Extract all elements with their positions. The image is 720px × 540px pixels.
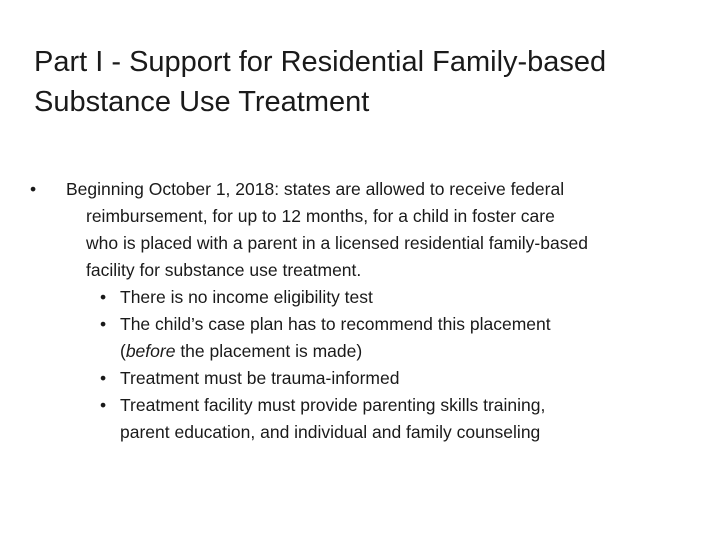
sub-bullet-item — [30, 311, 670, 365]
main-bullet-line-3: who is placed with a parent in a licensed residential family-based — [86, 233, 588, 253]
sub-bullet-item — [30, 365, 670, 392]
main-bullet-line-4: facility for substance use treatment. — [86, 260, 362, 280]
sub-bullet-item — [30, 392, 670, 446]
slide-body — [30, 176, 670, 446]
sub-bullet-line-2: parent education, and individual and family counseling — [120, 422, 541, 442]
sub-bullet-item — [30, 284, 670, 311]
main-bullet-line-1: Beginning October 1, 2018: states are allowed to receive federal — [66, 179, 565, 199]
bullet-dot-icon: • — [100, 314, 107, 334]
slide-title-line-2: Substance Use Treatment — [34, 86, 370, 118]
sub-bullet-line: There is no income eligibility test — [120, 287, 373, 307]
sub-bullet-list — [30, 284, 670, 446]
bullet-dot-icon: • — [100, 287, 107, 307]
italic-emphasis: before — [125, 341, 176, 361]
sub-bullet-line-2 — [120, 338, 670, 365]
main-bullet — [30, 176, 670, 284]
sub-bullet-line: Treatment must be trauma-informed — [120, 368, 400, 388]
sub-bullet-line-suffix: the placement is made) — [175, 341, 363, 361]
sub-bullet-line: The child’s case plan has to recommend this placement — [120, 314, 551, 334]
bullet-dot-icon: • — [30, 179, 37, 199]
paren-open: ( — [120, 341, 126, 361]
bullet-dot-icon: • — [100, 368, 107, 388]
slide-title-line-1: Part I - Support for Residential Family-based — [34, 46, 607, 78]
slide-title — [34, 42, 694, 122]
main-bullet-line-2: reimbursement, for up to 12 months, for a child in foster care — [86, 206, 555, 226]
bullet-dot-icon: • — [100, 395, 107, 415]
sub-bullet-line: Treatment facility must provide parenting skills training, — [120, 395, 546, 415]
